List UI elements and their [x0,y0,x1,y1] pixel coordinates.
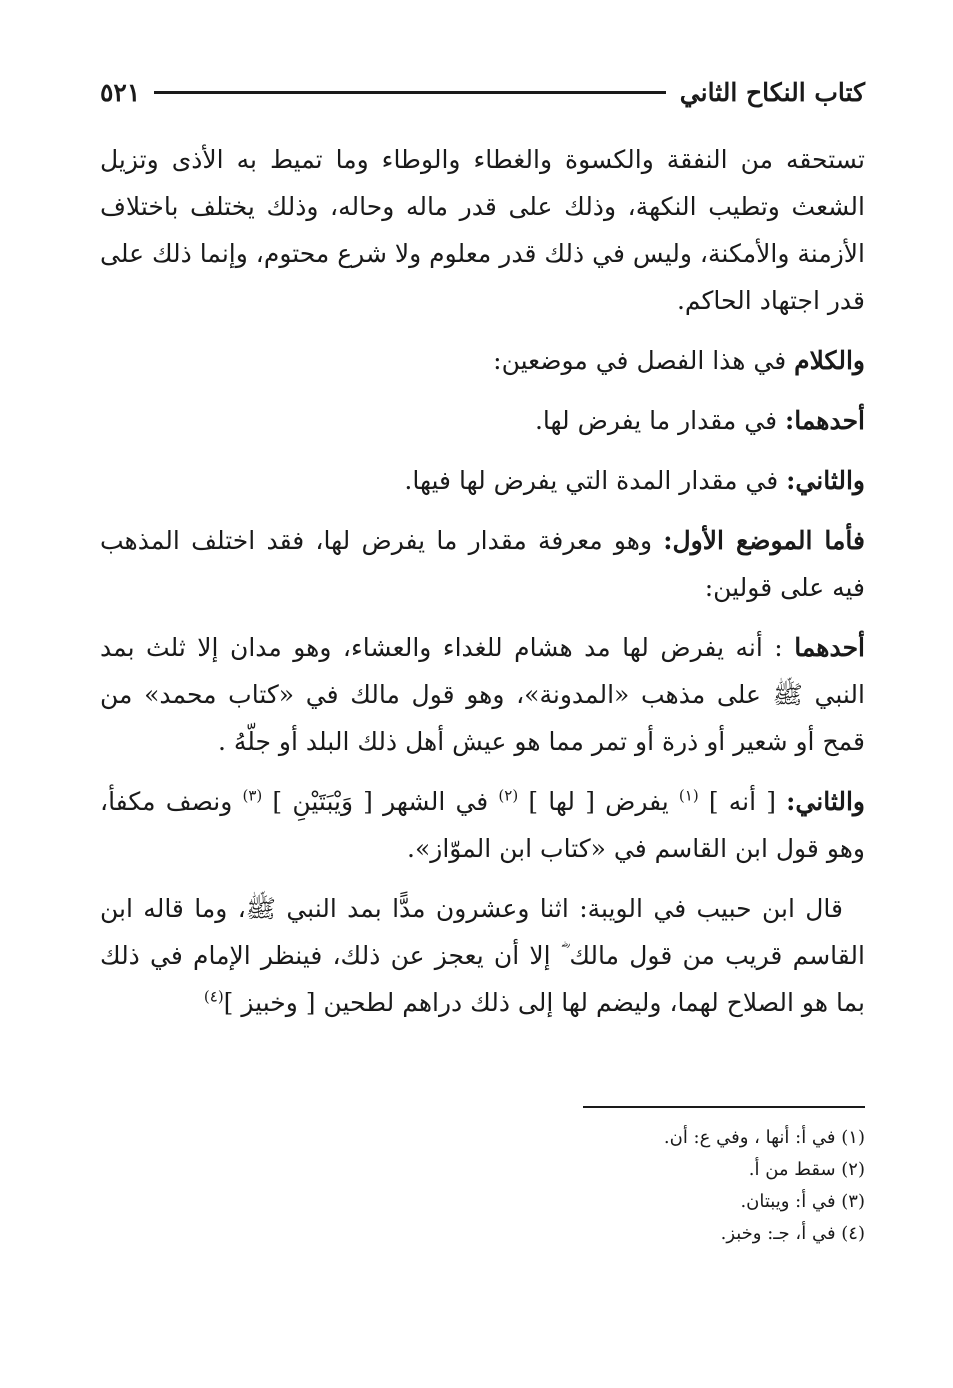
footnote-ref-2: (٢) [498,786,519,805]
paragraph-text: ونصف مكفأ، وهو قول ابن القاسم في «كتاب ابن الموّاز». [100,787,865,863]
paragraph-lead: فأما الموضع الأول: [663,526,865,555]
body-text [100,136,865,1026]
paragraph-text: في هذا الفصل في موضعين: [493,346,795,375]
paragraph-intro [100,136,865,324]
paragraph-first-topic [100,397,865,444]
paragraph-ibn-habib [100,885,865,1026]
footnote-2: (٢) سقط من أ. [748,1159,865,1180]
footnote-rule [583,1106,865,1108]
running-header [100,70,865,114]
paragraph-text: يفرض [ لها ] [518,787,679,816]
running-title: كتاب النكاح الثاني [679,77,865,107]
footnote-3: (٣) في أ: ويبتان. [740,1191,865,1212]
paragraph-lead: والكلام [794,346,865,375]
paragraph-lead: والثاني: [786,787,865,816]
footnote-1: (١) في أ: أنها ، وفي ع: أن. [663,1127,865,1148]
page-number: ٥٢١ [100,77,141,107]
paragraph-text: في الشهر [ وَيْبَتَيْنِ ] [262,787,499,816]
footnotes [100,1122,865,1250]
paragraph-text: وهو معرفة مقدار ما يفرض لها، فقد اختلف المذهب فيه على قولين: [100,526,865,602]
footnote-4: (٤) في أ، جـ: وخبز. [720,1223,865,1244]
paragraph-two-topics [100,337,865,384]
footnote-ref-3: (٣) [242,786,263,805]
paragraph-second-opinion [100,778,865,872]
paragraph-first-opinion [100,624,865,765]
paragraph-lead: أحدهما [794,633,865,662]
paragraph-second-topic [100,457,865,504]
paragraph-text: في مقدار ما يفرض لها. [534,406,785,435]
paragraph-text: في مقدار المدة التي يفرض لها فيها. [404,466,787,495]
paragraph-lead: والثاني: [786,466,865,495]
paragraph-text: : أنه يفرض لها مد هشام للغداء والعشاء، وهو مدان إلا ثلث بمد النبي ﷺ على مذهب «المدونة»، وهو قول مالك في «كتاب محمد» من قمح أو شعير أو ذرة أو تمر مما هو عيش أهل ذلك البلد أو جلّهُ . [100,633,865,756]
paragraph-text: قال ابن حبيب في الويبة: اثنا وعشرون مدًّا بمد النبي ﷺ، وما قاله ابن القاسم قريب من قول مالك ؓ إلا أن يعجز عن ذلك، فينظر الإمام في ذلك بما هو الصلاح لهما، وليضم لها إلى ذلك دراهم لطحين [ وخبيز ] [100,894,865,1017]
book-page [100,70,865,1360]
footnote-ref-1: (١) [678,786,699,805]
paragraph-text: تستحقه من النفقة والكسوة والغطاء والوطاء وما تميط به الأذى وتزيل الشعث وتطيب النكهة، وذلك على قدر ماله وحاله، وذلك يختلف باختلاف الأزمنة والأمكنة، وليس في ذلك قدر معلوم ولا شرع محتوم، وإنما ذلك على قدر اجتهاد الحاكم. [100,145,865,315]
paragraph-lead: أحدهما: [784,406,865,435]
paragraph-first-place [100,517,865,611]
footnote-ref-4: (٤) [203,987,224,1006]
header-rule [154,91,666,94]
paragraph-text: [ أنه ] [698,787,787,816]
